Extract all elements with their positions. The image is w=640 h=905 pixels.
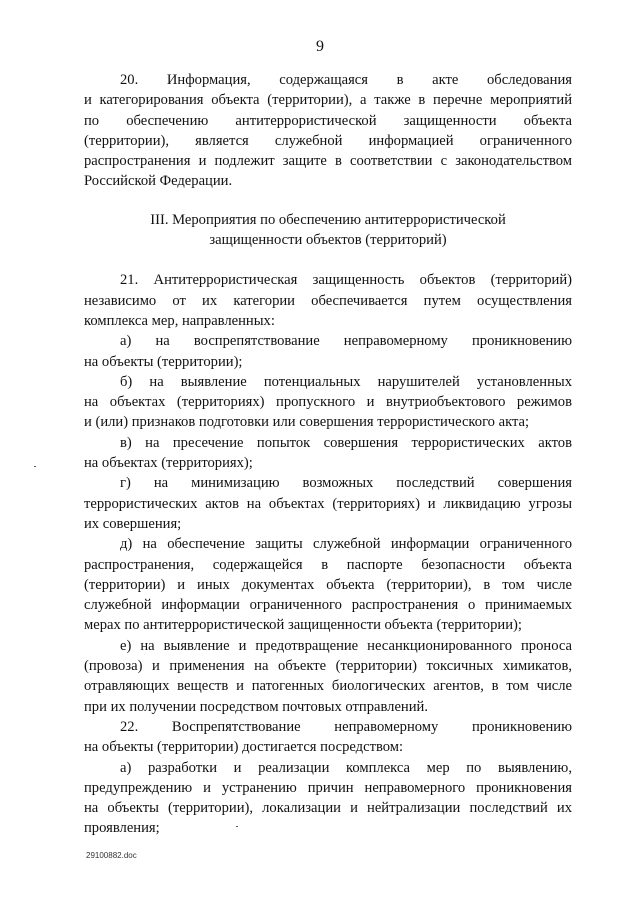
text-line: при их получении посредством почтовых отправлений. xyxy=(84,698,429,715)
text-line: на объектах (территориях) пропускного и внутриобъектового режимов xyxy=(84,394,572,411)
text-line: б) на выявление потенциальных нарушителей установленных xyxy=(120,373,572,390)
document-body xyxy=(84,70,572,839)
text-line: Российской Федерации. xyxy=(84,173,233,190)
paragraph-21-intro xyxy=(84,270,572,331)
text-line: в) на пресечение попыток совершения террористических актов xyxy=(120,434,572,451)
text-line: 21. Антитеррористическая защищенность объектов (территорий) xyxy=(120,272,572,289)
text-line: е) на выявление и предотвращение несанкционированного проноса xyxy=(120,637,572,654)
page-number: 9 xyxy=(316,38,324,55)
text-line: на объекты (территории); xyxy=(84,353,243,370)
heading-line: защищенности объектов (территорий) xyxy=(209,232,447,249)
text-line: (территории) и иных документах объекта (территории), в том числе xyxy=(84,576,572,593)
text-line: на объекты (территории) достигается посредством: xyxy=(84,739,404,756)
text-line: д) на обеспечение защиты служебной информации ограниченного xyxy=(120,536,572,553)
paragraph-20 xyxy=(84,70,572,192)
text-line: 22. Воспрепятствование неправомерному проникновению xyxy=(120,718,572,735)
text-line: а) разработки и реализации комплекса мер по выявлению, xyxy=(120,759,572,776)
clause-21a xyxy=(84,331,572,372)
text-line: комплекса мер, направленных: xyxy=(84,312,275,329)
text-line: проявления; xyxy=(84,820,160,837)
heading-line: III. Мероприятия по обеспечению антитеррористической xyxy=(150,211,506,228)
clause-21d xyxy=(84,534,572,635)
text-line: (территории), является служебной информацией ограниченного xyxy=(84,132,572,149)
clause-21g xyxy=(84,473,572,534)
text-line: и категорирования объекта (территории), а также в перечне мероприятий xyxy=(84,92,572,109)
file-reference: 29100882.doc xyxy=(86,851,137,860)
clause-21b xyxy=(84,372,572,433)
text-line: (провоза) и применения на объекте (территории) токсичных химикатов, xyxy=(84,658,572,675)
clause-21v xyxy=(84,433,572,474)
text-line: распространения, содержащейся в паспорте безопасности объекта xyxy=(84,556,572,573)
text-line: мерах по антитеррористической защищенности объекта (территории); xyxy=(84,617,522,634)
clause-21e xyxy=(84,636,572,717)
text-line: а) на воспрепятствование неправомерному проникновению xyxy=(120,333,572,350)
text-line: по обеспечению антитеррористической защищенности объекта xyxy=(84,112,572,129)
text-line: на объектах (территориях); xyxy=(84,455,253,472)
scan-speck xyxy=(34,466,36,467)
scan-speck xyxy=(236,826,238,827)
text-line: на объекты (территории), локализации и нейтрализации последствий их xyxy=(84,800,572,817)
text-line: отравляющих веществ и патогенных биологических агентов, в том числе xyxy=(84,678,572,695)
section-heading xyxy=(84,210,572,251)
paragraph-22-intro xyxy=(84,717,572,758)
text-line: распространения и подлежит защите в соответствии с законодательством xyxy=(84,153,572,170)
text-line: независимо от их категории обеспечивается путем осуществления xyxy=(84,292,572,309)
text-line: г) на минимизацию возможных последствий совершения xyxy=(120,475,572,492)
text-line: предупреждению и устранению причин неправомерного проникновения xyxy=(84,779,572,796)
clause-22a xyxy=(84,758,572,839)
text-line: служебной информации ограниченного распространения о принимаемых xyxy=(84,597,572,614)
text-line: и (или) признаков подготовки или совершения террористического акта; xyxy=(84,414,530,431)
text-line: 20. Информация, содержащаяся в акте обследования xyxy=(120,72,572,88)
text-line: их совершения; xyxy=(84,515,182,532)
text-line: террористических актов на объектах (территориях) и ликвидацию угрозы xyxy=(84,495,572,512)
